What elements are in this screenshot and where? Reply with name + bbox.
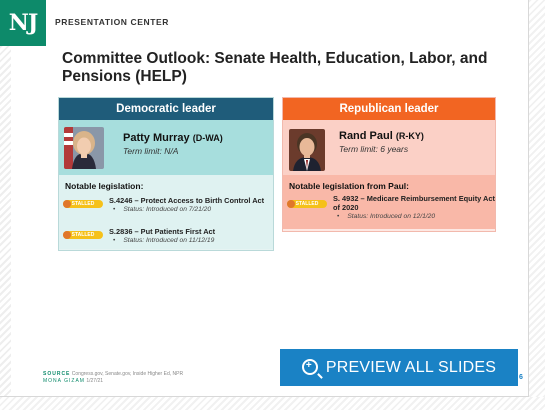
notable-legislation-label: Notable legislation: [65, 181, 144, 191]
bill-item [283, 194, 495, 220]
republican-leader-name: Rand Paul (R-KY) [339, 130, 424, 142]
nj-logo: NJ [0, 0, 46, 46]
background-pattern [529, 0, 545, 410]
republican-legislation-section [283, 175, 495, 229]
bill-item [59, 227, 273, 253]
democratic-leader-panel [58, 97, 274, 251]
source-footer [43, 371, 183, 385]
stalled-badge: STALLED [63, 200, 103, 208]
decorative-strip [0, 46, 11, 396]
republican-leader-card [283, 120, 495, 175]
bill-title: S.2836 – Put Patients First Act [109, 227, 216, 236]
status-dot-icon [287, 200, 295, 208]
author-name: MONA GIZAM [43, 378, 85, 384]
democratic-leader-heading: Democratic leader [59, 98, 273, 120]
zoom-in-icon: + [302, 359, 318, 375]
bill-status: • Status: Introduced on 12/1/20 [341, 213, 435, 220]
background-pattern [0, 397, 545, 410]
source-label: SOURCE [43, 371, 71, 377]
rand-paul-photo [289, 129, 325, 171]
democratic-term-limit: Term limit: N/A [123, 146, 179, 156]
source-text: Congress.gov, Senate.gov, Inside Higher Ed, NPR [71, 371, 184, 377]
bill-title: S.4246 – Protect Access to Birth Control Act [109, 196, 265, 205]
bill-status: • Status: Introduced on 7/21/20 [117, 206, 211, 213]
bill-status: • Status: Introduced on 11/12/19 [117, 237, 214, 244]
republican-leader-party: (R-KY) [395, 131, 424, 141]
preview-button-label: PREVIEW ALL SLIDES [325, 358, 497, 376]
democratic-leader-card [59, 120, 273, 175]
republican-leader-heading: Republican leader [283, 98, 495, 120]
democratic-leader-party: (D-WA) [192, 133, 223, 143]
preview-all-slides-button[interactable] [280, 349, 518, 386]
democratic-legislation-section [59, 175, 273, 249]
bill-title: S. 4932 – Medicare Reimbursement Equity Act of 2020 [333, 194, 495, 212]
democratic-leader-name: Patty Murray (D-WA) [123, 132, 223, 144]
bill-item [59, 196, 273, 222]
status-dot-icon [63, 200, 71, 208]
republican-leader-panel [282, 97, 496, 232]
status-dot-icon [63, 231, 71, 239]
notable-legislation-label: Notable legislation from Paul: [289, 181, 409, 191]
presentation-center-label: PRESENTATION CENTER [55, 17, 170, 27]
republican-term-limit: Term limit: 6 years [339, 144, 409, 154]
stalled-badge: STALLED [287, 200, 327, 208]
stalled-badge: STALLED [63, 231, 103, 239]
slide-title: Committee Outlook: Senate Health, Education, Labor, and Pensions (HELP) [62, 50, 488, 85]
patty-murray-photo [64, 127, 104, 169]
slide-date: 1/27/21 [86, 378, 104, 384]
page-number: 6 [519, 374, 523, 381]
